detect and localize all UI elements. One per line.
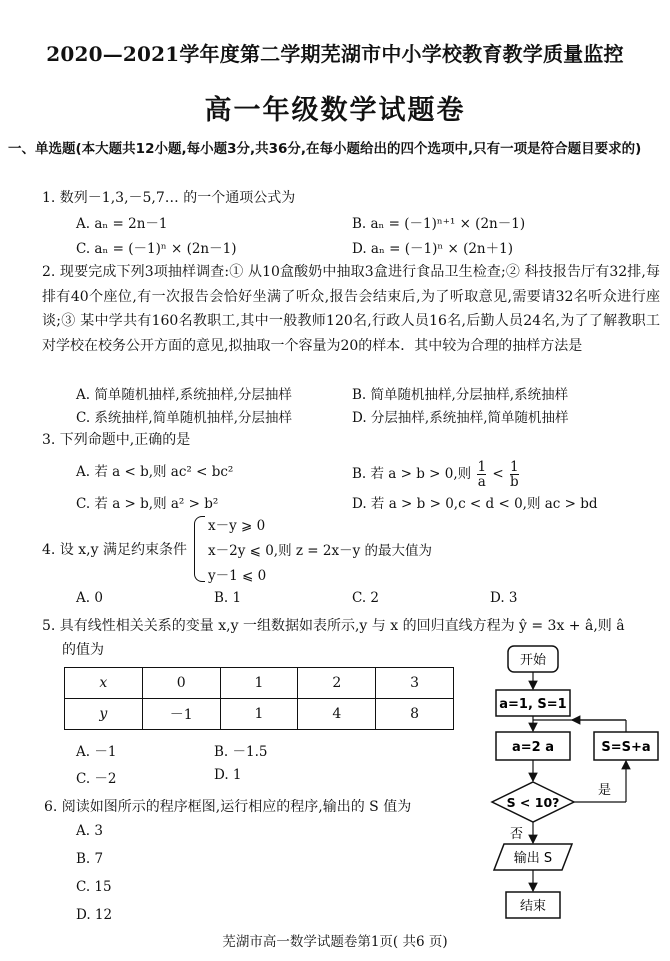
q2-stem: 2. 现要完成下列3项抽样调查:① 从10盒酸奶中抽取3盒进行食品卫生检查;② 科技报告厅有32排,每排有40个座位,有一次报告会恰好坐满了听众,报告会结束后,为了听取意见,需要请32名听众进行座谈;③ 某中学共有160名教职工,其中一般教师120名,行政人员16名,后勤人员24名,为了了解教职工对学校在校务公开方面的意见,拟抽取一个容量为20的样本．其中较为合理的抽样方法是 bbox=[42, 264, 660, 354]
flow-update-a-label: a=2 a bbox=[511, 740, 555, 755]
table-cell: x bbox=[65, 668, 143, 699]
table-row bbox=[65, 668, 454, 699]
q4-constraint-3: y－1 ⩽ 0 bbox=[208, 568, 267, 584]
q4-constraint-1: x－y ⩾ 0 bbox=[208, 518, 266, 534]
q3-stem: 3. 下列命题中,正确的是 bbox=[42, 432, 191, 448]
q4-option-d: D. 3 bbox=[490, 590, 518, 606]
q1-option-a: A. aₙ = 2n－1 bbox=[76, 216, 168, 232]
q6-option-d: D. 12 bbox=[76, 907, 113, 923]
q1-stem: 1. 数列－1,3,－5,7… 的一个通项公式为 bbox=[42, 190, 296, 206]
q5-option-a: A. －1 bbox=[76, 744, 117, 760]
flow-init-label: a=1, S=1 bbox=[499, 697, 567, 712]
q1-option-c: C. aₙ = (－1)ⁿ × (2n－1) bbox=[76, 241, 237, 257]
q6-option-c: C. 15 bbox=[76, 879, 112, 895]
flow-no-label: 否 bbox=[510, 827, 524, 842]
q4-option-c: C. 2 bbox=[352, 590, 380, 606]
table-cell: 1 bbox=[220, 668, 298, 699]
table-cell: 2 bbox=[298, 668, 376, 699]
table-cell: 3 bbox=[376, 668, 454, 699]
q6-option-b: B. 7 bbox=[76, 851, 104, 867]
q4-stem: 4. 设 x,y 满足约束条件 bbox=[42, 542, 187, 558]
q1-option-b: B. aₙ = (－1)ⁿ⁺¹ × (2n－1) bbox=[352, 216, 526, 232]
q3-option-c: C. 若 a > b,则 a² > b² bbox=[76, 496, 219, 512]
page-title: 高一年级数学试题卷 bbox=[204, 95, 466, 126]
q3-option-b bbox=[352, 460, 521, 489]
q3-less-than: < bbox=[492, 466, 504, 482]
flow-output-label: 输出 S bbox=[513, 851, 553, 866]
flow-end-label: 结束 bbox=[519, 899, 547, 914]
flow-yes-label: 是 bbox=[598, 783, 612, 798]
q3-fraction-1-a: $\frac{1}{a}$ bbox=[477, 459, 487, 490]
q5-option-c: C. －2 bbox=[76, 771, 117, 787]
program-flowchart bbox=[486, 640, 666, 926]
q3-option-d: D. 若 a > b > 0,c < d < 0,则 ac > bd bbox=[352, 496, 598, 512]
q6-stem: 6. 阅读如图所示的程序框图,运行相应的程序,输出的 S 值为 bbox=[44, 799, 412, 815]
q1-option-d: D. aₙ = (－1)ⁿ × (2n＋1) bbox=[352, 241, 513, 257]
q3-option-a: A. 若 a < b,则 ac² < bc² bbox=[76, 464, 234, 480]
q6-option-a: A. 3 bbox=[76, 823, 103, 839]
section-heading: 一、单选题(本大题共12小题,每小题3分,共36分,在每小题给出的四个选项中,只有一项是符合题目要求的) bbox=[8, 141, 642, 157]
q2-option-c: C. 系统抽样,简单随机抽样,分层抽样 bbox=[76, 410, 293, 426]
q4-constraint-2: x－2y ⩽ 0,则 z = 2x－y 的最大值为 bbox=[208, 543, 433, 559]
table-row bbox=[65, 699, 454, 730]
page-footer: 芜湖市高一数学试题卷第1页( 共6 页) bbox=[222, 934, 448, 950]
exam-header: 2020—2021学年度第二学期芜湖市中小学校教育教学质量监控 bbox=[46, 42, 624, 66]
q5-data-table bbox=[64, 667, 454, 730]
q5-stem-line1: 5. 具有线性相关关系的变量 x,y 一组数据如表所示,y 与 x 的回归直线方程为 ŷ = 3x + â,则 â bbox=[42, 618, 625, 634]
q4-brace bbox=[194, 516, 205, 582]
q5-option-b: B. －1.5 bbox=[214, 744, 268, 760]
q2-option-d: D. 分层抽样,系统抽样,简单随机抽样 bbox=[352, 410, 569, 426]
table-cell: y bbox=[65, 699, 143, 730]
q2-option-b: B. 简单随机抽样,分层抽样,系统抽样 bbox=[352, 387, 569, 403]
q3-option-b-prefix: B. 若 a > b > 0,则 bbox=[352, 466, 472, 482]
table-cell: －1 bbox=[142, 699, 220, 730]
flow-start-label: 开始 bbox=[519, 653, 547, 668]
flow-condition-label: S < 10? bbox=[506, 795, 560, 810]
q3-fraction-1-b: $\frac{1}{b}$ bbox=[509, 459, 519, 490]
table-cell: 1 bbox=[220, 699, 298, 730]
table-cell: 8 bbox=[376, 699, 454, 730]
flow-update-s-label: S=S+a bbox=[601, 740, 651, 755]
q2-option-a: A. 简单随机抽样,系统抽样,分层抽样 bbox=[76, 387, 292, 403]
table-cell: 4 bbox=[298, 699, 376, 730]
q5-option-d: D. 1 bbox=[214, 767, 242, 783]
q4-option-b: B. 1 bbox=[214, 590, 242, 606]
q5-stem-line2: 的值为 bbox=[62, 642, 104, 658]
table-cell: 0 bbox=[142, 668, 220, 699]
q4-option-a: A. 0 bbox=[76, 590, 103, 606]
